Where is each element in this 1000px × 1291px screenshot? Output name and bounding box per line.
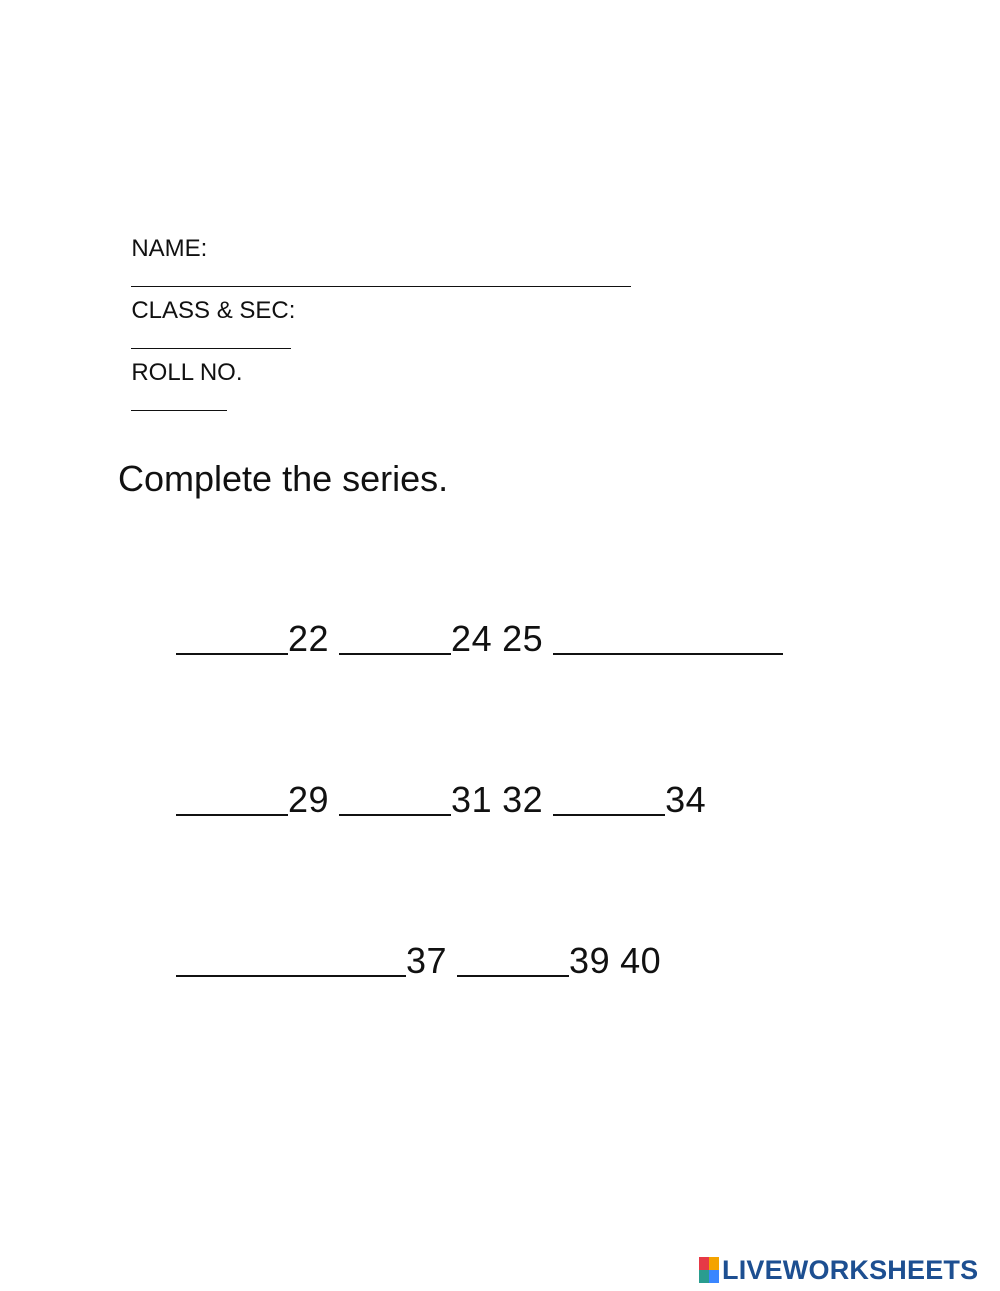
series-number: 31 [451,779,493,820]
series-number: 32 [502,779,544,820]
series-number: 22 [288,618,330,659]
liveworksheets-logo [699,1255,978,1285]
series-number: 34 [665,779,707,820]
liveworksheets-mark-icon [699,1257,719,1283]
answer-blank[interactable] [339,786,451,816]
roll-no-field [118,331,242,415]
series-row [176,618,783,660]
answer-blank[interactable] [553,625,783,655]
name-label: NAME: [131,235,208,262]
series-number: 29 [288,779,330,820]
logo-text: LIVEWORKSHEETS [722,1254,979,1285]
series-row [176,779,716,821]
answer-blank[interactable] [553,786,665,816]
series-number: 25 [502,618,544,659]
roll-no-label: ROLL NO. [131,359,243,386]
series-number: 39 [569,940,611,981]
series-number: 37 [406,940,448,981]
series-number: 24 [451,618,493,659]
series-number: 40 [620,940,662,981]
roll-no-blank[interactable] [131,390,227,411]
answer-blank[interactable] [176,625,288,655]
instruction-text: Complete the series. [118,458,449,499]
answer-blank[interactable] [176,947,406,977]
answer-blank[interactable] [176,786,288,816]
answer-blank[interactable] [457,947,569,977]
answer-blank[interactable] [339,625,451,655]
class-sec-label: CLASS & SEC: [131,297,296,324]
series-row [176,940,671,982]
